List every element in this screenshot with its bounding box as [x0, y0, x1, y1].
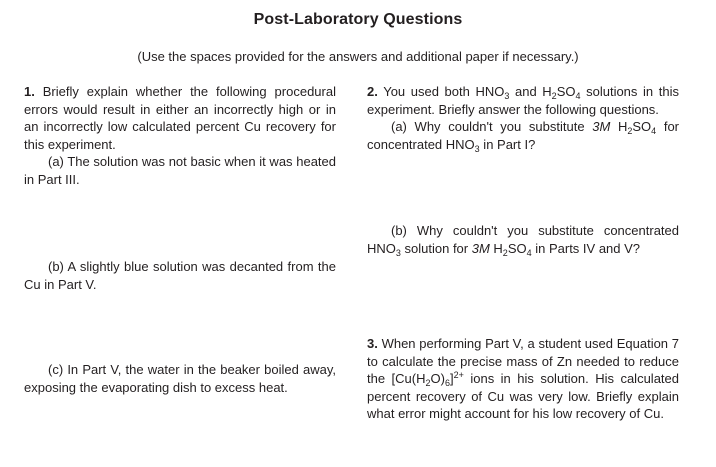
- question-1a: (a) The solution was not basic when it was heated in Part III.: [24, 154, 336, 187]
- q2b-text: SO: [507, 240, 527, 256]
- question-1c: (c) In Part V, the water in the beaker boiled away, exposing the evaporating dish to excess heat.: [24, 362, 336, 395]
- subscript: 3: [504, 91, 510, 101]
- subscript: 4: [651, 126, 657, 136]
- question-1-text: Briefly explain whether the following procedural errors would result in either an incorrectly high or in an incorrectly low calculated percent Cu recovery for this experiment.: [24, 84, 336, 152]
- subscript: 4: [575, 91, 581, 101]
- question-2a: [367, 118, 679, 153]
- concentration: 3M: [471, 240, 490, 256]
- question-2: [367, 83, 679, 118]
- q2b-text: solution for: [400, 240, 472, 256]
- concentration: 3M: [592, 119, 611, 134]
- question-2b: [367, 222, 679, 257]
- q3-text: ions in his solution. His calculated percent recovery of Cu was very low. Briefly explain what error might account for his low recovery of Cu.: [367, 371, 679, 421]
- subscript: 2: [627, 126, 633, 136]
- q2-text: solutions in this experiment. Briefly answer the following questions.: [367, 84, 679, 117]
- question-number: 3.: [367, 336, 378, 351]
- subscript: 2: [502, 247, 508, 258]
- q3-text: O): [430, 371, 445, 386]
- subscript: 2: [425, 378, 431, 388]
- q2-text: SO: [556, 84, 576, 99]
- question-1: [24, 83, 336, 153]
- subscript: 2: [551, 91, 557, 101]
- superscript: 2+: [453, 370, 464, 380]
- subscript: 3: [474, 143, 480, 154]
- q2b-text: (b) Why couldn't you substitute concentrated HNO: [367, 223, 679, 256]
- q2-text: and H: [509, 84, 552, 99]
- q2a-text: for concentrated HNO: [367, 119, 680, 152]
- q2a-text: SO: [632, 119, 652, 134]
- q2b-text: in Parts IV and V?: [531, 240, 641, 256]
- q2a-text: H: [610, 119, 628, 134]
- page-title: Post-Laboratory Questions: [253, 11, 463, 28]
- q2a-text: in Part I?: [479, 136, 536, 152]
- q2-text: You used both HNO: [383, 84, 505, 99]
- subscript: 6: [444, 378, 450, 388]
- question-1b: (b) A slightly blue solution was decanted from the Cu in Part V.: [24, 259, 336, 292]
- q3-text: When performing Part V, a student used Equation 7 to calculate the precise mass of Zn needed to reduce the [Cu(H: [367, 336, 679, 386]
- subscript: 3: [395, 247, 401, 258]
- question-3: [367, 335, 679, 423]
- q2b-text: H: [489, 240, 503, 256]
- subscript: 4: [526, 247, 532, 258]
- instructions: (Use the spaces provided for the answers and additional paper if necessary.): [137, 49, 579, 64]
- q3-text: ]: [449, 371, 454, 386]
- question-number: 1.: [24, 84, 35, 99]
- q2a-text: (a) Why couldn't you substitute: [391, 119, 593, 134]
- question-number: 2.: [367, 84, 378, 99]
